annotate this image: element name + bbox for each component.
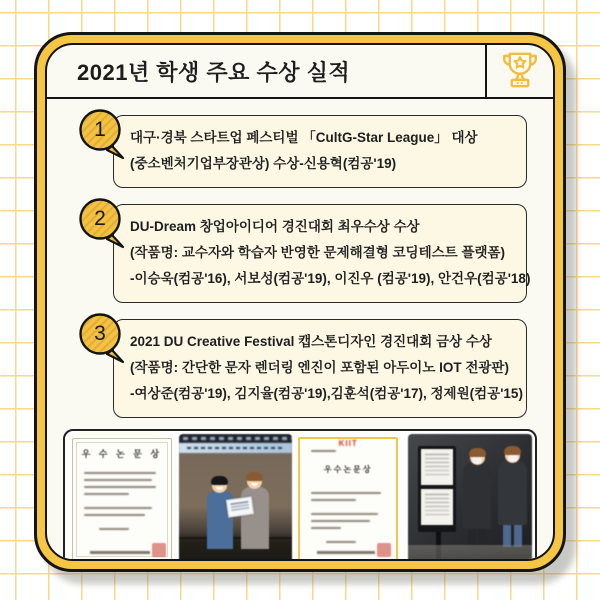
photo-certificate-2 xyxy=(295,434,401,562)
photo-poster-session xyxy=(408,434,532,562)
award-number: 1 xyxy=(94,118,106,141)
award-line: (작품명: 간단한 문자 렌더링 엔진이 포함된 아두이노 IOT 전광판) xyxy=(130,359,509,375)
page-title: 2021년 학생 주요 수상 실적 xyxy=(77,59,351,85)
award-number: 2 xyxy=(94,206,106,230)
stage-edge xyxy=(179,537,293,539)
diploma xyxy=(226,496,254,517)
certificate-text-lines xyxy=(311,492,385,548)
award-line: 대구·경북 스타트업 페스티벌 「CultG-Star League」 대상 xyxy=(130,130,478,145)
award-card xyxy=(34,32,566,572)
stage-banner xyxy=(179,443,293,453)
card-inner-panel xyxy=(45,43,555,561)
award-line: 2021 DU Creative Festival 캡스톤디자인 경진대회 금상 수상 xyxy=(130,333,492,349)
award-line: (작품명: 교수자와 학습자 반영한 문제해결형 코딩테스트 플랫폼) xyxy=(130,244,506,260)
photo-award-ceremony xyxy=(179,434,293,562)
face xyxy=(212,478,227,493)
face-mask xyxy=(472,457,482,464)
award-number-badge-1 xyxy=(79,108,129,162)
award-item-3 xyxy=(94,319,527,418)
hair xyxy=(469,448,486,457)
stage-banner-top xyxy=(179,434,293,443)
award-box-2 xyxy=(113,204,531,303)
hair xyxy=(246,472,263,481)
award-box-1 xyxy=(113,115,527,188)
legs xyxy=(498,525,527,547)
trophy-icon xyxy=(498,48,542,94)
face xyxy=(470,450,485,465)
face xyxy=(247,474,262,489)
smile xyxy=(251,483,258,486)
association-logo: KIIT xyxy=(338,438,358,448)
card-header xyxy=(47,45,553,99)
award-line: -여상준(컴공'19), 김지율(컴공'19),김훈석(컴공'17), 정제원(컴공'15) xyxy=(130,386,523,402)
award-item-1 xyxy=(94,115,527,188)
award-box-3 xyxy=(113,319,527,418)
award-item-2 xyxy=(94,204,531,303)
face xyxy=(505,448,520,463)
poster xyxy=(421,449,453,485)
photo-strip xyxy=(63,429,537,562)
certificate-title: 우 수 논 문 상 xyxy=(81,448,163,459)
stand-pole xyxy=(436,532,441,562)
award-line: DU-Dream 창업아이디어 경진대회 최우수상 수상 xyxy=(130,218,420,234)
smile xyxy=(216,487,223,490)
awards-list xyxy=(47,115,553,561)
certificate-text-lines xyxy=(311,450,385,464)
red-stamp xyxy=(377,543,391,557)
coat xyxy=(463,463,491,529)
hair xyxy=(504,446,521,455)
award-line: (중소벤처기업부장관상) 수상-신용혁(컴공'19) xyxy=(130,156,397,172)
poster-stand xyxy=(418,446,458,562)
award-number-badge-3 xyxy=(79,312,129,366)
certificate-title: 우수논문상 xyxy=(323,464,373,474)
poster-frame xyxy=(418,446,456,532)
award-line: -이승욱(컴공'16), 서보성(컴공'19), 이진우 (컴공'19), 안건우(컴공'18) xyxy=(130,271,531,287)
photo-certificate-1 xyxy=(68,434,176,562)
certificate-text-lines xyxy=(84,472,160,535)
award-number-badge-2 xyxy=(79,197,129,251)
person-left xyxy=(463,450,491,551)
person-right xyxy=(498,448,527,547)
face-mask xyxy=(508,455,518,462)
coat xyxy=(241,487,269,549)
poster xyxy=(421,489,453,525)
coat xyxy=(498,461,527,525)
certificate-signature xyxy=(317,551,375,554)
award-number: 3 xyxy=(94,321,106,345)
red-stamp xyxy=(152,543,166,557)
certificate-signature xyxy=(90,551,150,554)
legs xyxy=(463,529,491,551)
hair xyxy=(211,476,228,485)
trophy-cell xyxy=(485,45,553,97)
